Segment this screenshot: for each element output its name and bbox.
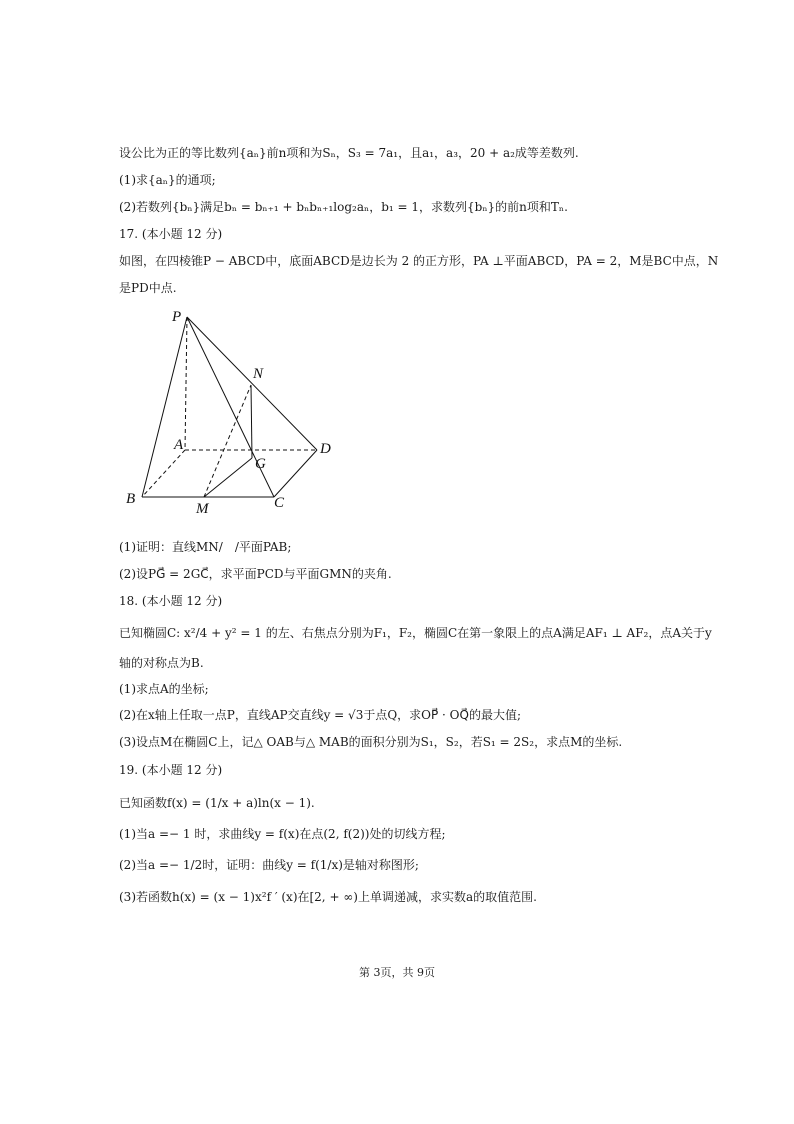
segment-NG — [251, 385, 252, 458]
problem-17-heading: 17. (本小题 12 分) — [119, 227, 223, 241]
label-P: P — [172, 309, 182, 325]
problem-17-part-2: (2)设PG⃗ = 2GC⃗，求平面PCD与平面GMN的夹角. — [119, 567, 392, 581]
problem-18-heading: 18. (本小题 12 分) — [119, 594, 223, 608]
edge-CD — [274, 450, 317, 497]
problem-17-statement-line-1: 如图，在四棱锥P − ABCD中，底面ABCD是边长为 2 的正方形，PA ⊥平面ABCD，PA = 2，M是BC中点，N — [119, 254, 719, 268]
edge-AB-hidden — [142, 450, 185, 497]
problem-18-part-1: (1)求点A的坐标; — [119, 682, 209, 696]
label-N: N — [253, 366, 264, 382]
problem-19-statement: 已知函数f(x) = (1/x + a)ln(x − 1). — [119, 796, 315, 810]
problem-19-part-3: (3)若函数h(x) = (x − 1)x²f ′ (x)在[2, + ∞)上单调递减，求实数a的取值范围. — [119, 890, 537, 904]
label-C: C — [274, 495, 285, 511]
label-M: M — [196, 501, 209, 517]
segment-MG — [204, 458, 252, 497]
problem-16-part-2: (2)若数列{bₙ}满足bₙ = bₙ₊₁ + bₙbₙ₊₁log₂aₙ，b₁ = 1，求数列{bₙ}的前n项和Tₙ. — [119, 200, 568, 214]
pyramid-figure — [118, 300, 348, 522]
problem-17-part-1: (1)证明：直线MN/ /平面PAB; — [119, 540, 292, 554]
problem-19-heading: 19. (本小题 12 分) — [119, 763, 223, 777]
problem-18-statement-line-1: 已知椭圆C: x²/4 + y² = 1 的左、右焦点分别为F₁，F₂，椭圆C在第一象限上的点A满足AF₁ ⊥ AF₂，点A关于y — [119, 626, 712, 640]
edge-PB — [142, 317, 187, 497]
page-footer: 第 3页，共 9页 — [359, 966, 435, 979]
problem-18-statement-line-2: 轴的对称点为B. — [119, 656, 204, 670]
problem-16-statement: 设公比为正的等比数列{aₙ}前n项和为Sₙ，S₃ = 7a₁，且a₁，a₃，20 + a₂成等差数列. — [119, 146, 579, 160]
label-G: G — [255, 456, 266, 472]
label-D: D — [320, 441, 331, 457]
label-B: B — [126, 491, 136, 507]
problem-17-statement-line-2: 是PD中点. — [119, 281, 177, 295]
problem-18-part-2: (2)在x轴上任取一点P，直线AP交直线y = √3于点Q，求OP⃗ · OQ⃗的最大值; — [119, 708, 522, 722]
label-A: A — [174, 437, 184, 453]
problem-18-part-3: (3)设点M在椭圆C上，记△ OAB与△ MAB的面积分别为S₁，S₂，若S₁ = 2S₂，求点M的坐标. — [119, 735, 623, 749]
pyramid-diagram — [118, 300, 348, 522]
problem-19-part-1: (1)当a =− 1 时，求曲线y = f(x)在点(2, f(2))处的切线方程; — [119, 827, 446, 841]
problem-16-part-1: (1)求{aₙ}的通项; — [119, 173, 216, 187]
edge-PA-hidden — [185, 317, 187, 450]
problem-19-part-2: (2)当a =− 1/2时，证明：曲线y = f(1/x)是轴对称图形; — [119, 858, 419, 872]
